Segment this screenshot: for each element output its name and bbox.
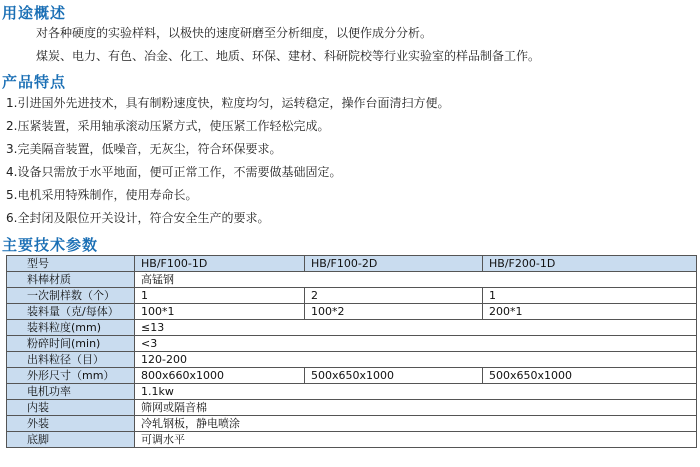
row-label: 型号 bbox=[7, 256, 135, 272]
overview-title: 用途概述 bbox=[2, 4, 67, 22]
spec-table bbox=[6, 255, 697, 448]
row-value: 1 bbox=[135, 288, 305, 304]
row-value: 1.1kw bbox=[135, 384, 697, 400]
row-value: 120-200 bbox=[135, 352, 697, 368]
row-value: 500x650x1000 bbox=[305, 368, 483, 384]
table-row bbox=[7, 400, 697, 416]
feature-item: 5.电机采用特殊制作，使用寿命长。 bbox=[6, 188, 198, 202]
table-row bbox=[7, 384, 697, 400]
row-label: 粉碎时间(min) bbox=[7, 336, 135, 352]
table-row bbox=[7, 352, 697, 368]
table-header-row bbox=[7, 256, 697, 272]
row-label: 外装 bbox=[7, 416, 135, 432]
spec-title: 主要技术参数 bbox=[2, 236, 99, 254]
table-row bbox=[7, 432, 697, 448]
table-row bbox=[7, 368, 697, 384]
row-value: 100*1 bbox=[135, 304, 305, 320]
feature-item: 1.引进国外先进技术，具有制粉速度快，粒度均匀，运转稳定，操作台面清扫方便。 bbox=[6, 96, 450, 110]
row-value: 可调水平 bbox=[135, 432, 697, 448]
features-title: 产品特点 bbox=[2, 73, 67, 91]
row-label: 一次制样数（个） bbox=[7, 288, 135, 304]
row-value: 高锰钢 bbox=[135, 272, 697, 288]
row-label: 装料量（克/每体） bbox=[7, 304, 135, 320]
row-value: 1 bbox=[483, 288, 697, 304]
feature-item: 2.压紧装置，采用轴承滚动压紧方式，使压紧工作轻松完成。 bbox=[6, 119, 330, 133]
row-value: <3 bbox=[135, 336, 697, 352]
model-cell: HB/F200-1D bbox=[483, 256, 697, 272]
table-row bbox=[7, 288, 697, 304]
table-row bbox=[7, 320, 697, 336]
table-row bbox=[7, 336, 697, 352]
row-value: 2 bbox=[305, 288, 483, 304]
table-row bbox=[7, 416, 697, 432]
model-cell: HB/F100-1D bbox=[135, 256, 305, 272]
row-label: 内装 bbox=[7, 400, 135, 416]
table-row bbox=[7, 304, 697, 320]
row-label: 装料粒度(mm) bbox=[7, 320, 135, 336]
row-value: ≤13 bbox=[135, 320, 697, 336]
row-value: 冷轧钢板，静电喷涂 bbox=[135, 416, 697, 432]
overview-line-1: 对各种硬度的实验样料，以极快的速度研磨至分析细度，以便作成分分析。 bbox=[36, 26, 433, 40]
row-label: 出料粒径（目） bbox=[7, 352, 135, 368]
row-value: 100*2 bbox=[305, 304, 483, 320]
feature-item: 4.设备只需放于水平地面，便可正常工作，不需要做基础固定。 bbox=[6, 165, 342, 179]
row-value: 800x660x1000 bbox=[135, 368, 305, 384]
row-value: 200*1 bbox=[483, 304, 697, 320]
row-value: 500x650x1000 bbox=[483, 368, 697, 384]
row-label: 料棒材质 bbox=[7, 272, 135, 288]
row-label: 底脚 bbox=[7, 432, 135, 448]
row-label: 电机功率 bbox=[7, 384, 135, 400]
table-row bbox=[7, 272, 697, 288]
feature-item: 3.完美隔音装置，低噪音，无灰尘，符合环保要求。 bbox=[6, 142, 282, 156]
overview-line-2: 煤炭、电力、有色、冶金、化工、地质、环保、建材、科研院校等行业实验室的样品制备工作。 bbox=[36, 49, 541, 63]
row-value: 筛网或隔音棉 bbox=[135, 400, 697, 416]
feature-item: 6.全封闭及限位开关设计，符合安全生产的要求。 bbox=[6, 211, 270, 225]
model-cell: HB/F100-2D bbox=[305, 256, 483, 272]
row-label: 外形尺寸（mm） bbox=[7, 368, 135, 384]
